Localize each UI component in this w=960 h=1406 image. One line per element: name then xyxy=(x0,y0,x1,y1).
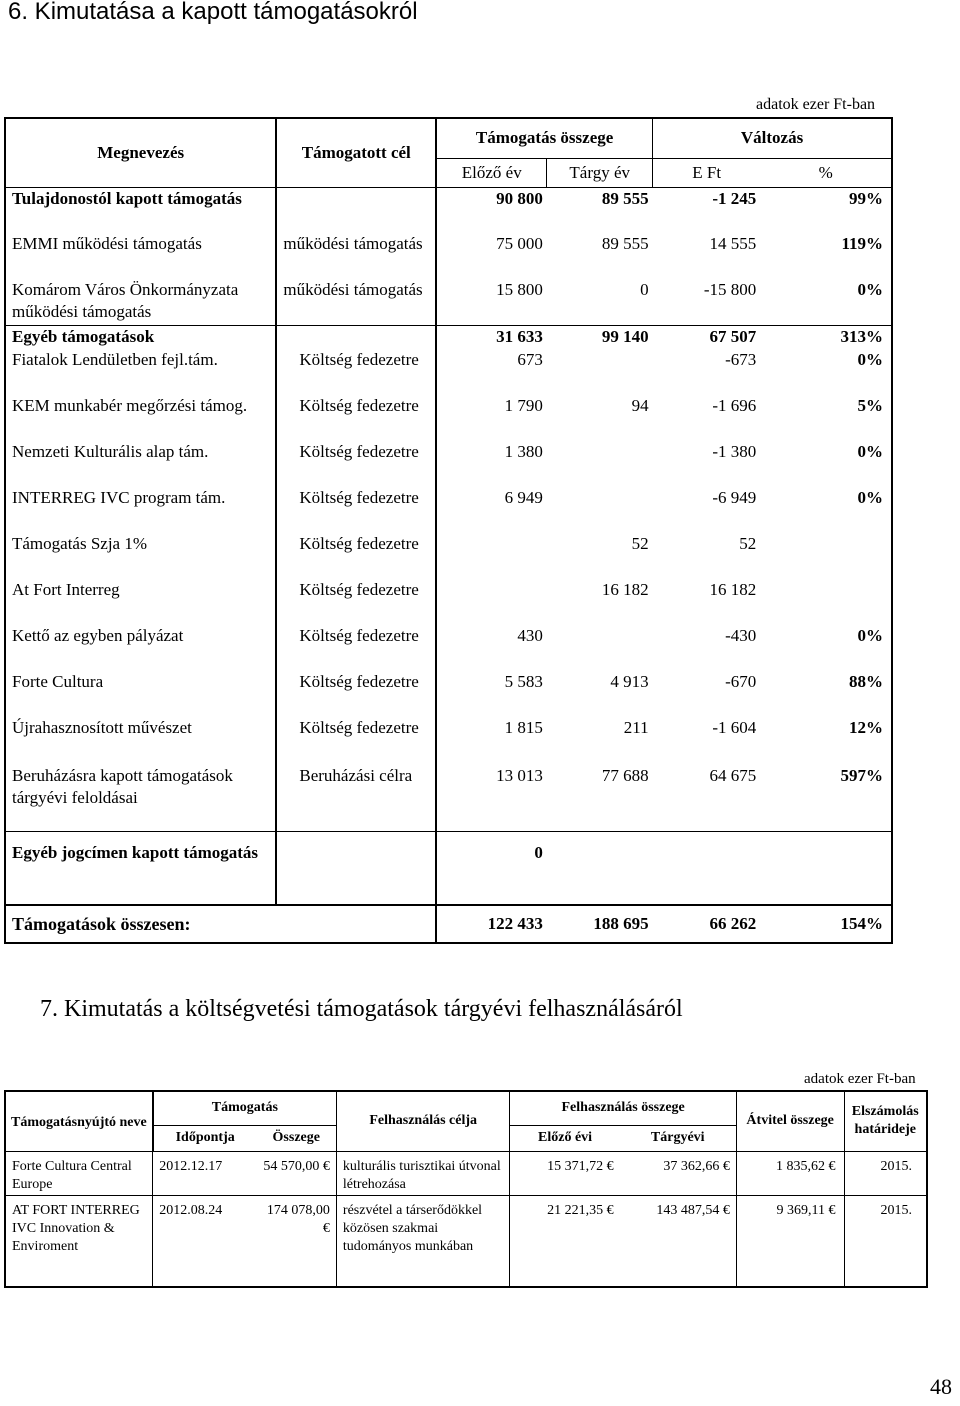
cell-name: Egyéb jogcímen kapott támogatás xyxy=(5,831,276,905)
unit-note-2: adatok ezer Ft-ban xyxy=(804,1071,916,1087)
cell-name: Támogatás Szja 1% xyxy=(5,533,276,579)
table-row xyxy=(5,187,892,233)
usage-table xyxy=(4,1090,928,1288)
cell-name: INTERREG IVC program tám. xyxy=(5,487,276,533)
cell-pct: 0% xyxy=(760,487,892,533)
header-carry: Átvitel összege xyxy=(736,1091,844,1151)
cell-goal: működési támogatás xyxy=(276,233,436,279)
cell-prev: 15 371,72 € xyxy=(510,1151,620,1195)
cell-pct: 5% xyxy=(760,395,892,441)
cell-goal: Költség fedezetre xyxy=(276,671,436,717)
cell-curr xyxy=(547,441,653,487)
cell-eft: 14 555 xyxy=(709,234,757,253)
section-7-title: 7. Kimutatás a költségvetési támogatások tárgyévi felhasználásáról xyxy=(40,996,683,1022)
cell-eft: -670 xyxy=(725,672,757,691)
cell-curr xyxy=(547,625,653,671)
cell-name: At Fort Interreg xyxy=(5,579,276,625)
cell-prev: 673 xyxy=(517,350,543,369)
cell-curr: 94 xyxy=(631,396,649,415)
header-eft: E Ft xyxy=(653,158,761,187)
cell-goal: Beruházási célra xyxy=(276,763,436,831)
cell-amount: 174 078,00 € xyxy=(257,1195,337,1287)
cell-goal xyxy=(276,831,436,905)
header-goal: Támogatott cél xyxy=(276,118,436,187)
cell-pct: 0% xyxy=(760,349,892,395)
header-prev: Előző év xyxy=(436,158,547,187)
cell-provider: Forte Cultura Central Europe xyxy=(5,1151,153,1195)
cell-prev: 6 949 xyxy=(504,488,543,507)
cell-goal: Költség fedezetre xyxy=(276,395,436,441)
cell-goal: Költség fedezetre xyxy=(276,533,436,579)
cell-date: 2012.08.24 xyxy=(153,1195,257,1287)
table-row xyxy=(5,487,892,533)
header-usage: Felhasználás összege xyxy=(510,1091,736,1125)
support-table xyxy=(4,117,893,944)
table-row xyxy=(5,441,892,487)
table-row xyxy=(5,533,892,579)
total-curr: 188 695 xyxy=(547,905,653,943)
cell-goal xyxy=(276,325,436,349)
unit-note-1: adatok ezer Ft-ban xyxy=(756,96,876,113)
cell-prev: 1 815 xyxy=(504,718,543,737)
cell-curr: 89 555 xyxy=(601,234,649,253)
header-support-amount: Összege xyxy=(257,1125,337,1151)
total-pct: 154% xyxy=(760,905,892,943)
cell-curr: 99 140 xyxy=(547,325,653,349)
header-pct: % xyxy=(760,158,892,187)
header-deadline: Elszámolás határideje xyxy=(844,1091,927,1151)
cell-pct: 88% xyxy=(760,671,892,717)
cell-name: Újrahasznosított művészet xyxy=(5,717,276,763)
cell-curr: 52 xyxy=(631,534,649,553)
cell-pct xyxy=(760,533,892,579)
cell-pct: 119% xyxy=(760,233,892,279)
header-date: Időpontja xyxy=(153,1125,257,1151)
cell-eft: -673 xyxy=(725,350,757,369)
cell-curr: 37 362,66 € xyxy=(620,1151,737,1195)
cell-curr xyxy=(547,349,653,395)
table-row xyxy=(5,763,892,831)
cell-amount: 54 570,00 € xyxy=(257,1151,337,1195)
cell-pct xyxy=(760,579,892,625)
cell-name: Kettő az egyben pályázat xyxy=(5,625,276,671)
cell-purpose: kulturális turisztikai útvonal létrehozása xyxy=(336,1151,510,1195)
cell-name: Fiatalok Lendületben fejl.tám. xyxy=(5,349,276,395)
cell-goal: Költség fedezetre xyxy=(276,625,436,671)
table-row xyxy=(5,1195,927,1287)
cell-goal: Költség fedezetre xyxy=(276,579,436,625)
cell-purpose: részvétel a társerődökkel közösen szakmai tudományos munkában xyxy=(336,1195,510,1287)
cell-pct: 99% xyxy=(760,187,892,233)
cell-eft: 67 507 xyxy=(653,325,761,349)
cell-eft: -430 xyxy=(725,626,757,645)
cell-curr: 0 xyxy=(640,280,649,299)
cell-eft: 64 675 xyxy=(709,766,757,785)
cell-curr: 211 xyxy=(623,718,649,737)
cell-goal: Költség fedezetre xyxy=(276,487,436,533)
total-prev: 122 433 xyxy=(436,905,547,943)
cell-eft: -1 245 xyxy=(653,187,761,233)
cell-eft: -1 380 xyxy=(712,442,757,461)
cell-goal: működési támogatás xyxy=(276,279,436,325)
table-row xyxy=(5,579,892,625)
table-row xyxy=(5,717,892,763)
cell-prev: 5 583 xyxy=(504,672,543,691)
cell-curr: 143 487,54 € xyxy=(620,1195,737,1287)
cell-eft: -15 800 xyxy=(703,280,757,299)
cell-deadline: 2015. xyxy=(844,1195,927,1287)
cell-eft: 52 xyxy=(739,534,757,553)
cell-prev xyxy=(436,579,547,625)
cell-eft: 16 182 xyxy=(709,580,757,599)
cell-pct: 0% xyxy=(760,279,892,325)
table-row xyxy=(5,671,892,717)
cell-prev: 75 000 xyxy=(496,234,543,253)
cell-prev: 15 800 xyxy=(496,280,543,299)
cell-prev: 0 xyxy=(436,831,547,905)
cell-eft: -6 949 xyxy=(712,488,757,507)
cell-pct: 597% xyxy=(760,763,892,831)
table-row xyxy=(5,1151,927,1195)
cell-deadline: 2015. xyxy=(844,1151,927,1195)
table-row xyxy=(5,279,892,325)
table-row xyxy=(5,233,892,279)
cell-curr: 16 182 xyxy=(601,580,649,599)
cell-prev: 31 633 xyxy=(436,325,547,349)
table-row xyxy=(5,395,892,441)
cell-name: EMMI működési támogatás xyxy=(5,233,276,279)
cell-pct: 0% xyxy=(760,625,892,671)
cell-name: Egyéb támogatások xyxy=(5,325,276,349)
table-row xyxy=(5,349,892,395)
header-name: Megnevezés xyxy=(5,118,276,187)
cell-goal: Költség fedezetre xyxy=(276,717,436,763)
header-support: Támogatás xyxy=(153,1091,337,1125)
table-row xyxy=(5,831,892,905)
cell-name: Nemzeti Kulturális alap tám. xyxy=(5,441,276,487)
cell-eft: -1 696 xyxy=(712,396,757,415)
cell-date: 2012.12.17 xyxy=(153,1151,257,1195)
cell-carry: 9 369,11 € xyxy=(736,1195,844,1287)
page-number: 48 xyxy=(930,1374,952,1399)
cell-name: Tulajdonostól kapott támogatás xyxy=(5,187,276,233)
cell-name: KEM munkabér megőrzési támog. xyxy=(5,395,276,441)
cell-goal: Költség fedezetre xyxy=(276,441,436,487)
cell-prev: 1 380 xyxy=(504,442,543,461)
cell-prev: 21 221,35 € xyxy=(510,1195,620,1287)
cell-curr: 77 688 xyxy=(601,766,649,785)
total-eft: 66 262 xyxy=(653,905,761,943)
total-row xyxy=(5,905,892,943)
header-curr: Tárgy év xyxy=(547,158,653,187)
cell-curr: 4 913 xyxy=(610,672,649,691)
header-purpose: Felhasználás célja xyxy=(336,1091,510,1151)
header-change: Változás xyxy=(653,118,892,158)
cell-prev: 90 800 xyxy=(436,187,547,233)
cell-eft xyxy=(653,831,761,905)
cell-pct: 12% xyxy=(760,717,892,763)
header-provider: Támogatásnyújtó neve xyxy=(5,1091,153,1151)
table-row xyxy=(5,325,892,349)
cell-name: Komárom Város Önkormányzata működési támogatás xyxy=(5,279,276,325)
header-usage-curr: Tárgyévi xyxy=(620,1125,737,1151)
cell-prev xyxy=(436,533,547,579)
cell-pct xyxy=(760,831,892,905)
table-row xyxy=(5,625,892,671)
cell-goal: Költség fedezetre xyxy=(276,349,436,395)
header-amount: Támogatás összege xyxy=(436,118,652,158)
cell-name: Forte Cultura xyxy=(5,671,276,717)
cell-curr xyxy=(547,487,653,533)
cell-eft: -1 604 xyxy=(712,718,757,737)
cell-prev: 430 xyxy=(517,626,543,645)
cell-prev: 1 790 xyxy=(504,396,543,415)
cell-prev: 13 013 xyxy=(496,766,543,785)
total-name: Támogatások összesen: xyxy=(5,905,436,943)
cell-provider: AT FORT INTERREG IVC Innovation & Enviroment xyxy=(5,1195,153,1287)
cell-pct: 0% xyxy=(760,441,892,487)
cell-curr xyxy=(547,831,653,905)
header-usage-prev: Előző évi xyxy=(510,1125,620,1151)
cell-goal xyxy=(276,187,436,233)
section-6-title: 6. Kimutatása a kapott támogatásokról xyxy=(8,0,418,25)
cell-carry: 1 835,62 € xyxy=(736,1151,844,1195)
cell-pct: 313% xyxy=(760,325,892,349)
cell-name: Beruházásra kapott támogatások tárgyévi feloldásai xyxy=(5,763,276,831)
cell-curr: 89 555 xyxy=(547,187,653,233)
